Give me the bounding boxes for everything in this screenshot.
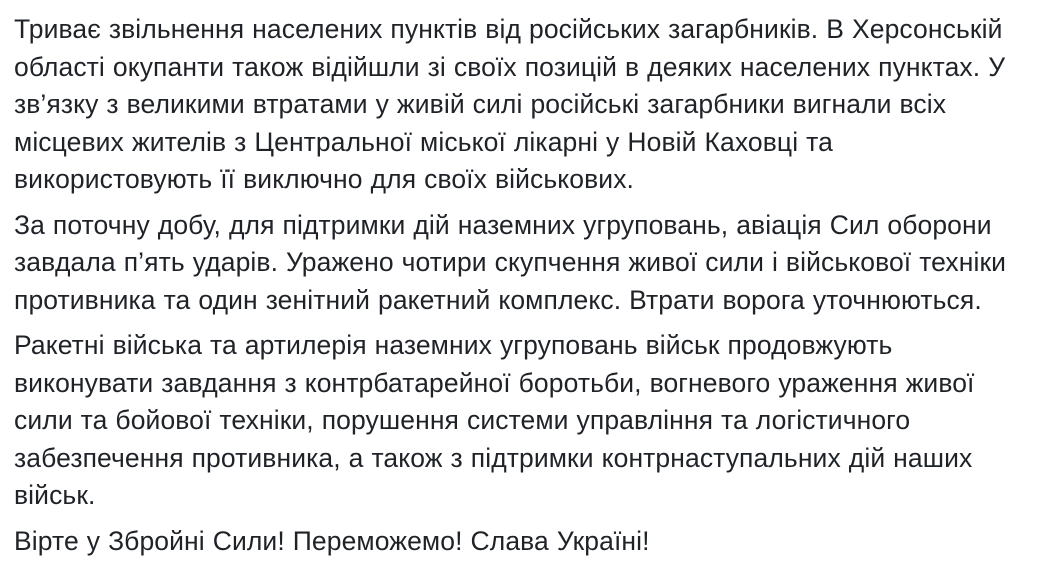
paragraph-situation-kherson: Триває звільнення населених пунктів від російських загарбників. В Херсонській області окупанти також відійшли зі своїх позицій в деяких населених пунктах. У зв’язку з великими втратами у живій силі російські загарбники вигнали всіх місцевих жителів з Центральної міської лікарні у Новій Каховці та використовують її виключно для своїх військових. [14, 14, 1006, 194]
paragraph-aviation-strikes: За поточну добу, для підтримки дій наземних угруповань, авіація Сил оборони завдала п’ять ударів. Уражено чотири скупчення живої сили і військової техніки противника та один зенітний ракетний комплекс. Втрати ворога уточнюються. [14, 209, 1007, 315]
paragraph-missile-artillery: Ракетні війська та артилерія наземних угруповань військ продовжують виконувати завдання з контрбатарейної боротьби, вогневого ураження живої сили та бойової техніки, порушення системи управління та логістичного забезпечення противника, а також з підтримки контрнаступальних дій наших військ. [14, 330, 975, 510]
paragraph-slogan: Вірте у Збройні Сили! Переможемо! Слава Україні! [14, 525, 650, 556]
